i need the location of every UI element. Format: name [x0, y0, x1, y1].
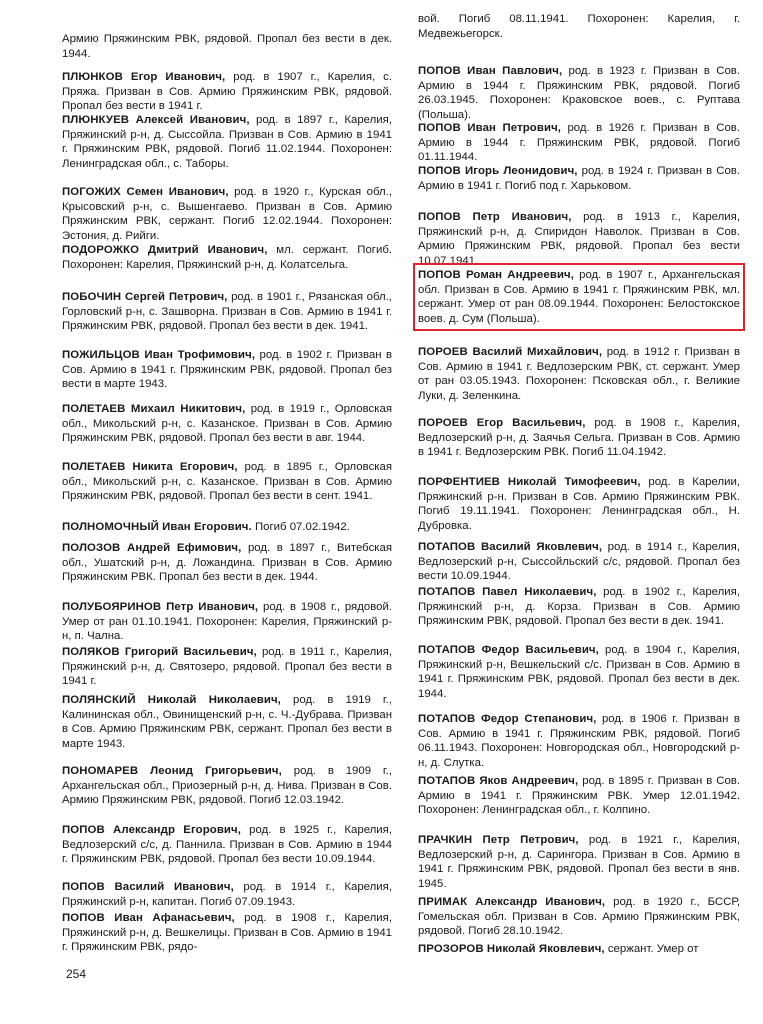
- entry-prozorov: ПРОЗОРОВ Николай Яковлевич, сержант. Умер от: [418, 943, 699, 955]
- entry-plyunkov: ПЛЮНКОВ Егор Иванович, род. в 1907 г., Карелия, с. Пряжа. Призван в Сов. Армию Пряжинским РВК, рядовой. Пропал без вести в 1941 г.: [62, 71, 392, 113]
- entry-potapov-pavel: ПОТАПОВ Павел Николаевич, род. в 1902 г., Карелия, Пряжинский р-н, д. Корза. Призван в Сов. Армию Пряжинским РВК, рядовой. Пропал без вести в дек. 1941.: [418, 586, 740, 628]
- entry-ponomarev: ПОНОМАРЕВ Леонид Григорьевич, род. в 1909 г., Архангельская обл., Приозерный р-н, д. Нива. Призван в Сов. Армию Пряжинским РВК, рядовой. Погиб 12.03.1942.: [62, 765, 393, 807]
- entry-popov-ivan-pavlovich: ПОПОВ Иван Павлович, род. в 1923 г. Призван в Сов. Армию в 1944 г. Пряжинским РВК, рядовой. Погиб 26.03.1945. Похоронен: Краковское воев., с. Руптава (Польша).: [418, 65, 740, 121]
- entry-polyansky: ПОЛЯНСКИЙ Николай Николаевич, род. в 1919 г., Калининская обл., Овинищенский р-н, с. Ч.-Дубрава. Призван в Сов. Армию Пряжинским РВК, сержант. Пропал без вести в марте 1943.: [62, 694, 392, 750]
- entry-potapov-fedor-stepanovich: ПОТАПОВ Федор Степанович, род. в 1906 г. Призван в Сов. Армию в 1941 г. Пряжинским РВК, рядовой. Погиб 06.11.1943. Похоронен: Новгородская обл., Новгородский р-н, д. Слутка.: [418, 713, 740, 769]
- entry-poluboyarinov: ПОЛУБОЯРИНОВ Петр Иванович, род. в 1908 г., рядовой. Умер от ран 01.10.1941. Похоронен: Карелия, Пряжинский р-н, п. Чална.: [62, 601, 392, 643]
- entry-potapov-vasily: ПОТАПОВ Василий Яковлевич, род. в 1914 г., Карелия, Ведлозерский р-н, Сыссойльский с/с, рядовой. Пропал без вести 10.09.1944.: [418, 541, 740, 583]
- entry-porfentiev: ПОРФЕНТИЕВ Николай Тимофеевич, род. в Карелии, Пряжинский р-н. Призван в Сов. Армию Пряжинским РВК. Погиб 19.11.1941. Похоронен: Ленинградская обл., Н. Дубровка.: [418, 476, 740, 532]
- entry-potapov-fedor-vasilievich: ПОТАПОВ Федор Васильевич, род. в 1904 г., Карелия, Пряжинский р-н, Вешкельский с/с. Призван в Сов. Армию в 1941 г. Пряжинским РВК, рядовой. Пропал без вести в дек. 1944.: [418, 644, 740, 700]
- entry-prachkin: ПРАЧКИН Петр Петрович, род. в 1921 г., Карелия, Ведлозерский р-н, д. Сарингора. Призван в Сов. Армию в 1941 г. Пряжинским РВК, рядовой. Пропал без вести в янв. 1945.: [418, 834, 740, 890]
- entry-pozhiltsov: ПОЖИЛЬЦОВ Иван Трофимович, род. в 1902 г. Призван в Сов. Армию в 1941 г. Пряжинским РВК, рядовой. Пропал без вести в марте 1943.: [62, 349, 392, 391]
- entry-poroev-vasily: ПОРОЕВ Василий Михайлович, род. в 1912 г. Призван в Сов. Армию в 1941 г. Ведлозерским РВК, ст. сержант. Умер от ран 03.05.1943. Похоронен: Псковская обл., г. Великие Луки, д. Зеленкина.: [418, 346, 740, 402]
- page-number: 254: [66, 967, 87, 981]
- entry-popov-roman-highlighted: ПОПОВ Роман Андреевич, род. в 1907 г., Архангельская обл. Призван в Сов. Армию в 1941 г. Пряжинским РВК, мл. сержант. Умер от ран 08.09.1944. Похоронен: Белостокское воев. д. Сум (Польша).: [418, 269, 740, 325]
- entry-popov-petr: ПОПОВ Петр Иванович, род. в 1913 г., Карелия, Пряжинский р-н, д. Спиридон Наволок. Призван в Сов. Армию Пряжинским РВК, рядовой. Пропал без вести 10.07.1941.: [418, 211, 740, 267]
- entry-popov-ivan-petrovich: ПОПОВ Иван Петрович, род. в 1926 г. Призван в Сов. Армию в 1944 г. Пряжинским РВК, рядовой. Погиб 01.11.1944.: [418, 122, 740, 164]
- entry-popov-aleksandr: ПОПОВ Александр Егорович, род. в 1925 г., Карелия, Ведлозерский с/с, д. Паннила. Призван в Сов. Армию в 1944 г. Пряжинским РВК, рядовой. Пропал без вести 10.09.1944.: [62, 824, 392, 866]
- entry-popov-vasily: ПОПОВ Василий Иванович, род. в 1914 г., Карелия, Пряжинский р-н, капитан. Погиб 07.09.1943.: [62, 881, 392, 908]
- entry-pobochin: ПОБОЧИН Сергей Петрович, род. в 1901 г., Рязанская обл., Горловский р-н, с. Зашворна. Призван в Сов. Армию в 1941 г. Пряжинским РВК, рядовой. Пропал без вести в дек. 1941.: [62, 291, 392, 333]
- entry-polnomochny: ПОЛНОМОЧНЫЙ Иван Егорович. Погиб 07.02.1942.: [62, 521, 350, 533]
- entry-popov-igor: ПОПОВ Игорь Леонидович, род. в 1924 г. Призван в Сов. Армию в 1941 г. Погиб под г. Харьковом.: [418, 165, 740, 192]
- entry-potapov-yakov: ПОТАПОВ Яков Андреевич, род. в 1895 г. Призван в Сов. Армию в 1941 г. Пряжинским РВК. Умер 12.01.1942. Похоронен: Ленинградская обл., г. Колпино.: [418, 775, 741, 817]
- entry-polyakov: ПОЛЯКОВ Григорий Васильевич, род. в 1911 г., Карелия, Пряжинский р-н, д. Святозеро, рядовой. Пропал без вести в 1941 г.: [62, 646, 392, 688]
- entry-poletaev-nikita: ПОЛЕТАЕВ Никита Егорович, род. в 1895 г., Орловская обл., Микольский р-н, с. Казанское. Призван в Сов. Армию Пряжинским РВК, рядовой. Пропал без вести в сент. 1941.: [62, 461, 392, 503]
- entry-poroev-egor: ПОРОЕВ Егор Васильевич, род. в 1908 г., Карелия, Ведлозерский р-н, д. Заячья Сельга. Призван в Сов. Армию в 1941 г. Ведлозерским РВК. Погиб 11.04.1942.: [418, 417, 740, 459]
- entry-continued-right: вой. Погиб 08.11.1941. Похоронен: Карелия, г. Медвежьегорск.: [418, 13, 740, 40]
- entry-plyunkuev: ПЛЮНКУЕВ Алексей Иванович, род. в 1897 г., Карелия, Пряжинский р-н, д. Сыссойла. Призван в Сов. Армию в 1941 г. Пряжинским РВК, рядовой. Погиб 11.02.1944. Похоронен: Ленинградская обл., с. Таборы.: [62, 114, 392, 170]
- entry-pogozhikh: ПОГОЖИХ Семен Иванович, род. в 1920 г., Курская обл., Крысовский р-н, с. Вышенгаево. Призван в Сов. Армию Пряжинским РВК, сержант. Погиб 12.02.1944. Похоронен: Эстония, д. Рийги.: [62, 186, 392, 242]
- entry-continued: Армию Пряжинским РВК, рядовой. Пропал без вести в дек. 1944.: [62, 33, 392, 60]
- entry-poletaev-mikhail: ПОЛЕТАЕВ Михаил Никитович, род. в 1919 г., Орловская обл., Микольский р-н, с. Казанское. Призван в Сов. Армию Пряжинским РВК, рядовой. Пропал без вести в авг. 1944.: [62, 403, 392, 445]
- entry-podorozhko: ПОДОРОЖКО Дмитрий Иванович, мл. сержант. Погиб. Похоронен: Карелия, Пряжинский р-н, д. Колатсельга.: [62, 244, 393, 271]
- entry-popov-ivan-afanasievich: ПОПОВ Иван Афанасьевич, род. в 1908 г., Карелия, Пряжинский р-н, д. Вешкелицы. Призван в Сов. Армию в 1941 г. Пряжинским РВК, рядо-: [62, 912, 392, 954]
- entry-primak: ПРИМАК Александр Иванович, род. в 1920 г., БССР, Гомельская обл. Призван в Сов. Армию Пряжинским РВК, рядовой. Погиб 28.10.1942.: [418, 896, 740, 938]
- entry-polozov: ПОЛОЗОВ Андрей Ефимович, род. в 1897 г., Витебская обл., Ушатский р-н, д. Ложандина. Призван в Сов. Армию Пряжинским РВК. Пропал без вести в дек. 1944.: [62, 542, 392, 584]
